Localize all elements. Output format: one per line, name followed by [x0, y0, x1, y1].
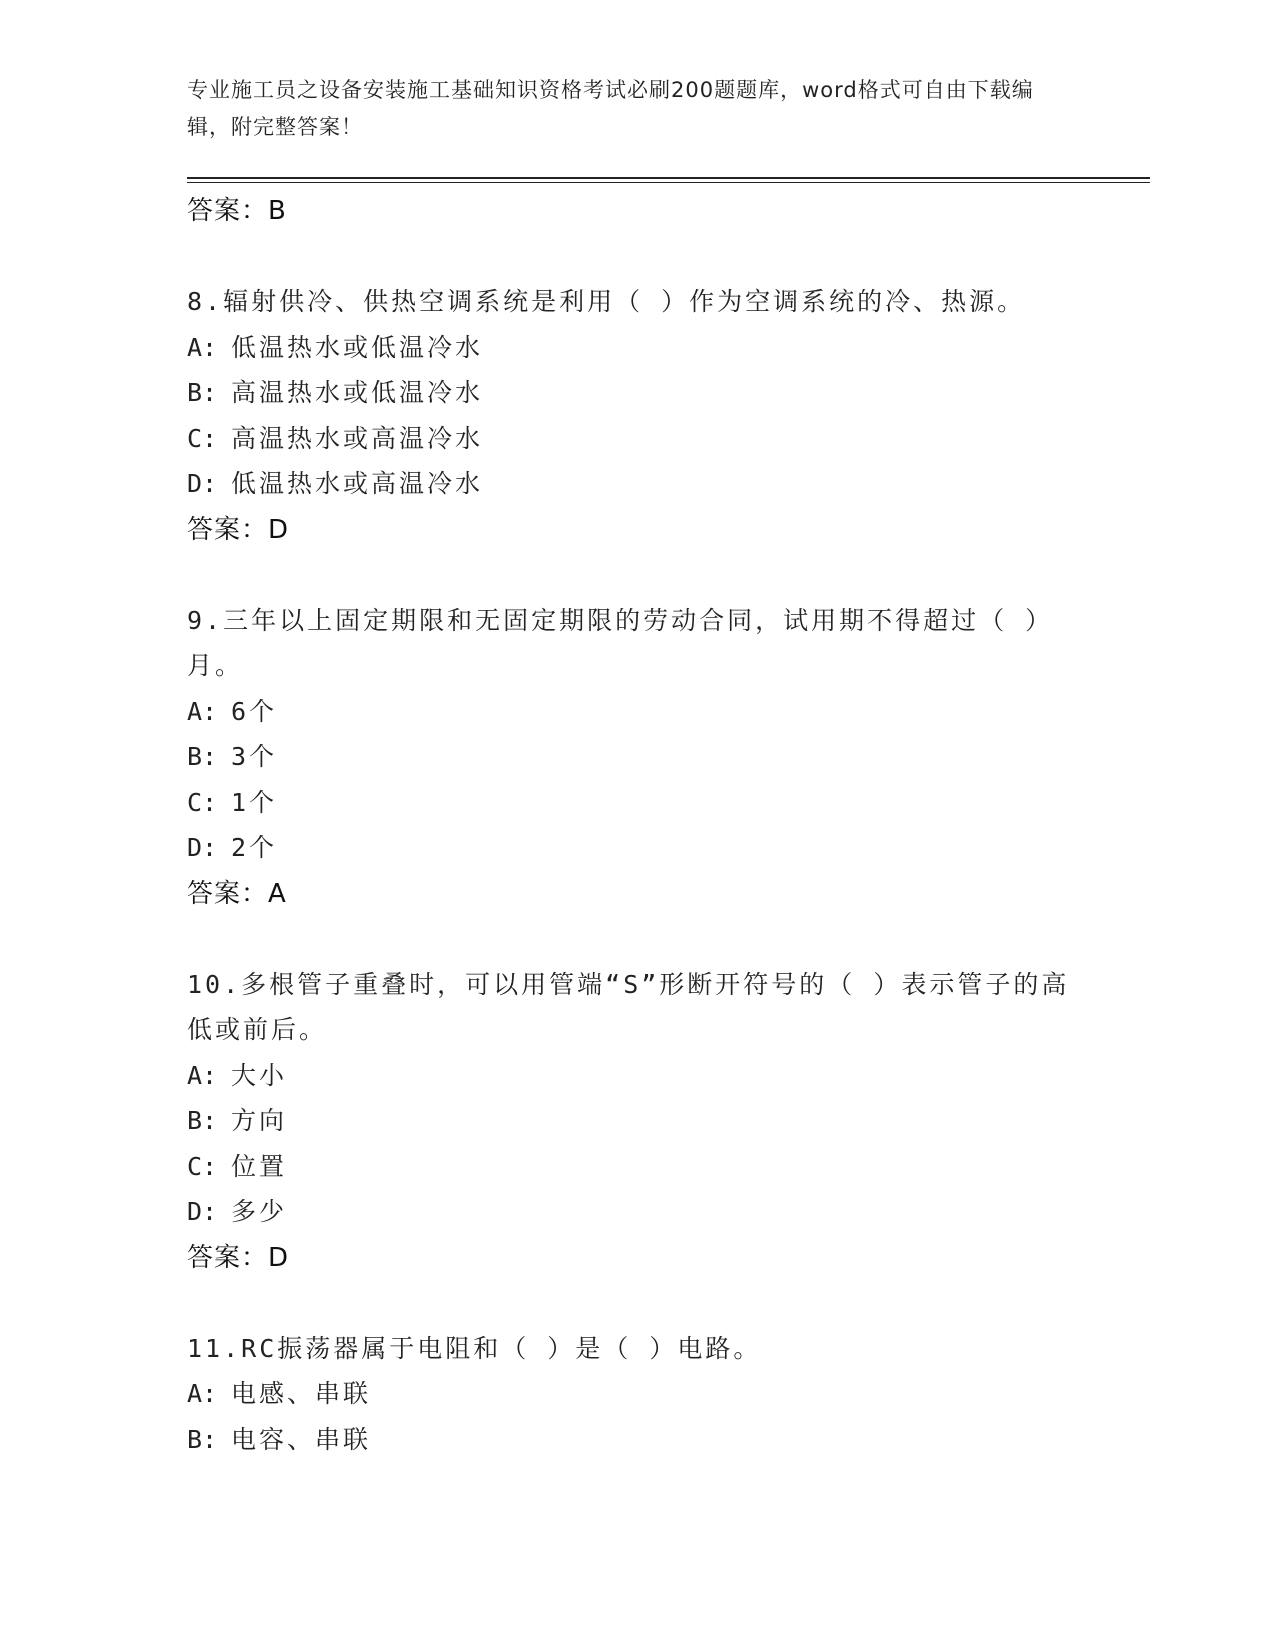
option-text: 3个	[231, 742, 278, 771]
option-key: D:	[187, 1197, 218, 1226]
option-text: 1个	[231, 787, 278, 817]
option-b	[187, 1098, 1087, 1144]
option-text: 大小	[231, 1060, 288, 1090]
option-text: 高温热水或高温冷水	[231, 423, 484, 453]
header-divider-thin	[187, 182, 1150, 183]
option-key: C:	[187, 423, 218, 453]
option-d	[187, 1189, 1087, 1235]
option-text: 低温热水或低温冷水	[231, 332, 484, 362]
option-text: 6个	[231, 696, 278, 726]
option-a	[187, 325, 1087, 371]
option-key: A:	[187, 332, 218, 362]
option-d	[187, 825, 1087, 871]
answer-label: 答案：A	[187, 878, 287, 909]
question-11	[187, 1326, 1087, 1463]
option-key: B:	[187, 378, 218, 407]
option-text: 2个	[231, 833, 278, 862]
option-text: 多少	[231, 1197, 288, 1226]
option-key: A:	[187, 1060, 218, 1090]
document-header: 专业施工员之设备安装施工基础知识资格考试必刷200题题库，word格式可自由下载编辑，附完整答案！	[187, 78, 1034, 139]
question-text: 11.RC振荡器属于电阻和（ ）是（ ）电路。	[187, 1333, 762, 1363]
option-key: D:	[187, 833, 218, 862]
question-list	[187, 188, 1087, 1462]
option-text: 电感、串联	[231, 1379, 372, 1408]
option-text: 高温热水或低温冷水	[231, 378, 484, 407]
option-text: 方向	[231, 1106, 288, 1135]
option-key: B:	[187, 742, 218, 771]
option-c	[187, 780, 1087, 826]
option-b	[187, 1417, 1087, 1463]
option-key: D:	[187, 469, 218, 498]
option-a	[187, 1371, 1087, 1417]
option-text: 低温热水或高温冷水	[231, 469, 484, 498]
question-text: 9.三年以上固定期限和无固定期限的劳动合同，试用期不得超过（ ）月。	[187, 605, 1054, 680]
question-text: 10.多根管子重叠时，可以用管端“S”形断开符号的（ ）表示管子的高低或前后。	[187, 969, 1070, 1044]
option-key: B:	[187, 1424, 218, 1454]
answer-label: 答案：D	[187, 1242, 290, 1273]
option-a	[187, 689, 1087, 735]
option-b	[187, 370, 1087, 416]
option-c	[187, 1144, 1087, 1190]
option-text: 电容、串联	[231, 1424, 372, 1454]
option-text: 位置	[231, 1151, 288, 1181]
option-d	[187, 461, 1087, 507]
option-key: A:	[187, 1379, 218, 1408]
option-b	[187, 734, 1087, 780]
option-key: C:	[187, 1151, 218, 1181]
answer-label: 答案：B	[187, 196, 287, 226]
option-c	[187, 416, 1087, 462]
option-key: A:	[187, 696, 218, 726]
question-9	[187, 598, 1087, 917]
option-a	[187, 1053, 1087, 1099]
question-text: 8.辐射供冷、供热空调系统是利用（ ）作为空调系统的冷、热源。	[187, 287, 1026, 316]
question-8	[187, 279, 1087, 553]
option-key: B:	[187, 1106, 218, 1135]
question-10	[187, 962, 1087, 1281]
answer-label: 答案：D	[187, 514, 290, 545]
header-divider-thick	[187, 177, 1150, 179]
option-key: C:	[187, 787, 218, 817]
